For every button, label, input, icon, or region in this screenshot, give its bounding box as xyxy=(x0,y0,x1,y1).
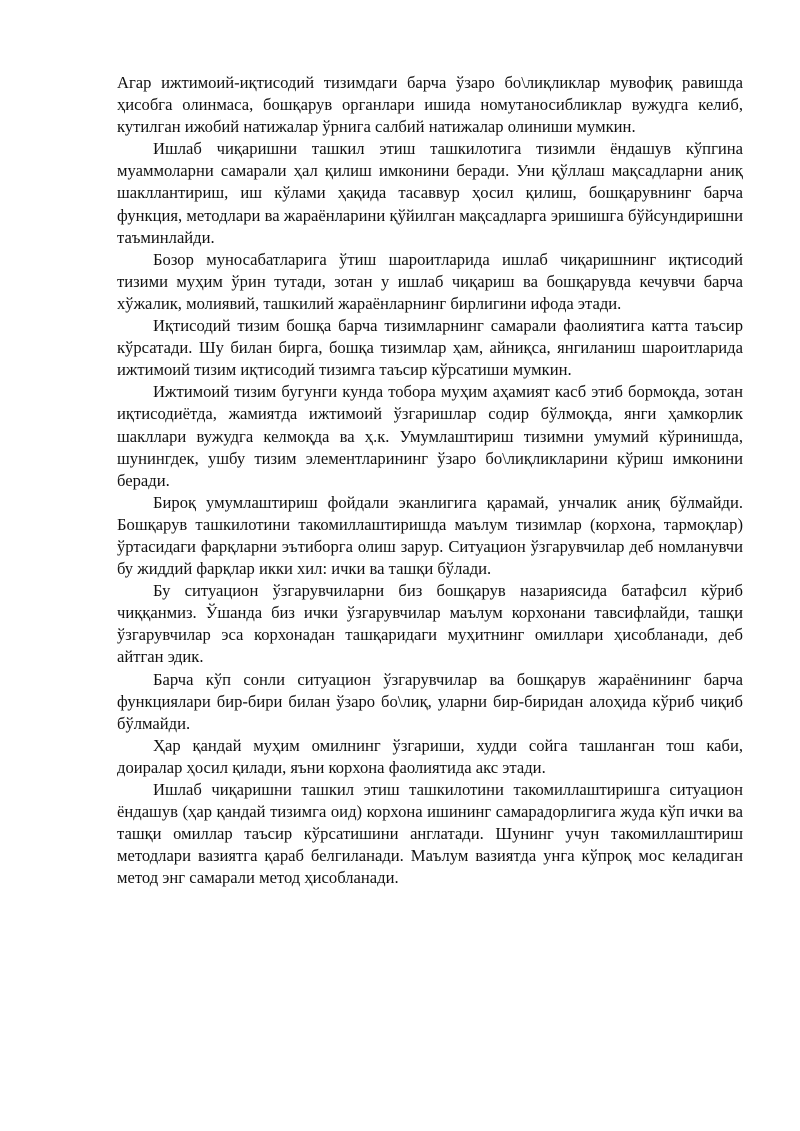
paragraph: Ҳар қандай муҳим омилнинг ўзгариши, худди сойга ташланган тош каби, доиралар ҳосил қилади, яъни корхона фаолиятида акс этади. xyxy=(117,735,743,777)
paragraph: Бироқ умумлаштириш фойдали эканлигига қарамай, унчалик аниқ бўлмайди. Бошқарув ташкилотини такомиллаштиришда маълум тизимлар (корхона, тармоқлар) ўртасидаги фарқларни эътиборга олиш зарур. Ситуацион ўзгарувчилар деб номланувчи бу жиддий фарқлар икки хил: ички ва ташқи бўлади. xyxy=(117,492,743,579)
paragraph: Бозор муносабатларига ўтиш шароитларида ишлаб чиқаришнинг иқтисодий тизими муҳим ўрин тутади, зотан у ишлаб чиқариш ва бошқарувда кечувчи барча хўжалик, молиявий, ташкилий жараёнларнинг бирлигини ифода этади. xyxy=(117,249,743,313)
paragraph: Иқтисодий тизим бошқа барча тизимларнинг самарали фаолиятига катта таъсир кўрсатади. Шу билан бирга, бошқа тизимлар ҳам, айниқса, янгиланиш шароитларида ижтимоий тизим иқтисодий тизимга таъсир кўрсатиши мумкин. xyxy=(117,316,743,380)
document-page xyxy=(117,72,743,889)
paragraph: Ишлаб чиқаришни ташкил этиш ташкилотини такомиллаштиришга ситуацион ёндашув (ҳар қандай тизимга оид) корхона ишининг самарадорлигига жуда кўп ички ва ташқи омиллар таъсир кўрсатишини англатади. Шунинг учун такомиллаштириш методлари вазиятга қараб белгиланади. Маълум вазиятда унга кўпроқ мос келадиган метод энг самарали метод ҳисобланади. xyxy=(117,780,743,888)
paragraph: Барча кўп сонли ситуацион ўзгарувчилар ва бошқарув жараёнининг барча функциялари бир-бири билан ўзаро бо\лиқ, уларни бир-биридан алоҳида кўриб чиқиб бўлмайди. xyxy=(117,669,743,733)
paragraph: Ижтимоий тизим бугунги кунда тобора муҳим аҳамият касб этиб бормоқда, зотан иқтисодиётда, жамиятда ижтимоий ўзгаришлар содир бўлмоқда, янги ҳамкорлик шакллари вужудга келмоқда ва ҳ.к. Умумлаштириш тизимни умумий кўринишда, шунингдек, ушбу тизим элементларининг ўзаро бо\лиқликларини кўриш имконини беради. xyxy=(117,382,743,490)
paragraph: Агар ижтимоий-иқтисодий тизимдаги барча ўзаро бо\лиқликлар мувофиқ равишда ҳисобга олинмаса, бошқарув органлари ишида номутаносибликлар вужудга келиб, кутилган ижобий натижалар ўрнига салбий натижалар олиниши мумкин. xyxy=(117,73,743,137)
paragraph: Ишлаб чиқаришни ташкил этиш ташкилотига тизимли ёндашув кўпгина муаммоларни самарали ҳал қилиш имконини беради. Уни қўллаш мақсадларни аниқ шакллантириш, иш кўлами ҳақида тасаввур ҳосил қилиш, бошқарувнинг барча функция, методлари ва жараёнларини қўйилган мақсадларга эришишга бўйсундиришни таъминлайди. xyxy=(117,139,743,247)
paragraph: Бу ситуацион ўзгарувчиларни биз бошқарув назариясида батафсил кўриб чиққанмиз. Ўшанда биз ички ўзгарувчилар маълум корхонани тавсифлайди, ташқи ўзгарувчилар эса корхонадан ташқаридаги муҳитнинг омиллари ҳисобланади, деб айтган эдик. xyxy=(117,581,743,667)
